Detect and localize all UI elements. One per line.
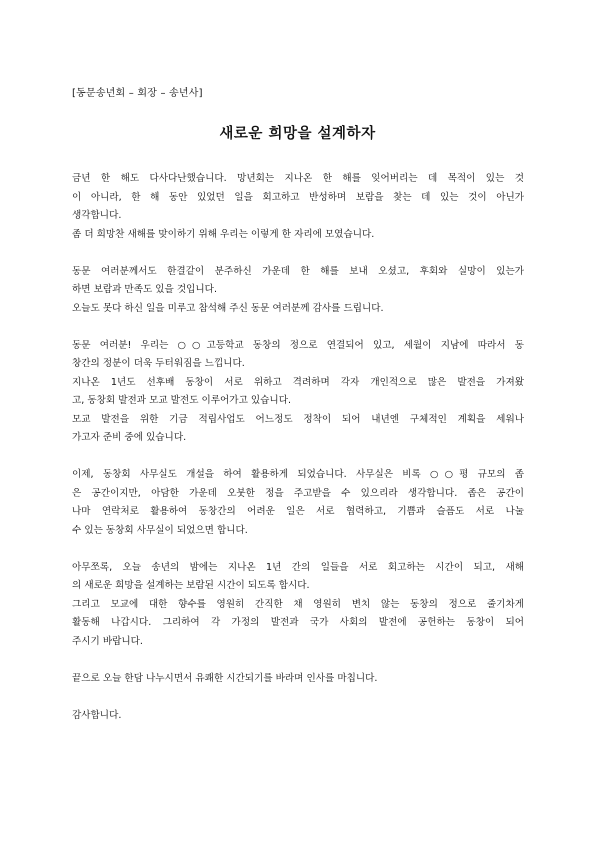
text-line: 아무쪼록, 오늘 송년의 밤에는 지나온 1년 간의 일들을 서로 회고하는 시간이 되고, 새해 <box>72 561 524 573</box>
text-line: 이 아니라, 한 해 동안 있었던 일을 회고하고 반성하며 보람을 찾는 데 있는 것이 아닌가 <box>72 191 524 203</box>
text-line: 끝으로 오늘 한담 나누시면서 유쾌한 시간되기를 바라며 인사를 마칩니다. <box>72 672 378 684</box>
closing-line: 감사합니다. <box>72 709 122 721</box>
text-line: 나마 연락처로 활용하여 동창간의 어려운 일은 서로 협력하고, 기쁨과 슬픔도 서로 나눌 <box>72 506 524 517</box>
text-line: 그리고 모교에 대한 향수를 영원히 간직한 채 영원히 변치 않는 동창의 정으로 줄기차게 <box>72 598 524 610</box>
paragraph-7 <box>72 707 524 726</box>
paragraph-2 <box>72 263 524 319</box>
page-title: 새로운 희망을 설계하자 <box>219 126 376 142</box>
paragraph-1 <box>72 170 524 244</box>
text-line: 은 공간이지만, 아담한 가운데 오붓한 정을 주고받을 수 있으리라 생각합니다. 좁은 공간이 <box>72 487 524 499</box>
text-line: 활동해 나갑시다. 그리하여 각 가정의 발전과 국가 사회의 발전에 공헌하는 동창이 되어 <box>72 617 524 628</box>
text-line: 좀 더 희망찬 새해를 맞이하기 위해 우리는 이렇게 한 자리에 모였습니다. <box>72 228 375 240</box>
text-line: 동문 여러분! 우리는 ○○고등학교 동창의 정으로 연결되어 있고, 세월이 지남에 따라서 동 <box>72 339 524 351</box>
text-line: 주시기 바랍니다. <box>72 635 143 647</box>
text-line: 이제, 동창회 사무실도 개설을 하여 활용하게 되었습니다. 사무실은 비록 ○○평 규모의 좁 <box>72 469 524 480</box>
text-line: 창간의 정분이 더욱 두터워짐을 느낍니다. <box>72 358 245 369</box>
text-line: 금년 한 해도 다사다난했습니다. 망년회는 지나온 한 해를 잊어버리는 데 목적이 있는 것 <box>72 173 524 184</box>
text-line: 모교 발전을 위한 기금 적립사업도 어느정도 정착이 되어 내년엔 구체적인 계획을 세워나 <box>72 413 524 425</box>
paragraph-4 <box>72 466 524 540</box>
text-line: 생각합니다. <box>72 210 122 221</box>
text-line: 가고자 준비 중에 있습니다. <box>72 432 187 443</box>
text-line: 오늘도 못다 하신 일을 미루고 참석해 주신 동문 여러분께 감사를 드립니다. <box>72 302 384 314</box>
text-line: 수 있는 동창회 사무실이 되었으면 합니다. <box>72 524 248 536</box>
paragraph-5 <box>72 559 524 652</box>
document-body <box>72 170 524 744</box>
paragraph-3 <box>72 337 524 448</box>
text-line: 지나온 1년도 선후배 동창이 서로 위하고 격려하며 각자 개인적으로 많은 발전을 가져왔 <box>72 376 524 388</box>
paragraph-6 <box>72 670 524 689</box>
text-line: 고, 동창회 발전과 모교 발전도 이루어가고 있습니다. <box>72 395 292 406</box>
text-line: 동문 여러분께서도 한결같이 분주하신 가운데 한 해를 보내 오셨고, 후회와 실망이 있는가 <box>72 265 524 277</box>
header-label: [동문송년회 – 회장 – 송년사] <box>72 88 203 99</box>
text-line: 하면 보람과 만족도 있을 것입니다. <box>72 284 217 295</box>
text-line: 의 새로운 희망을 설계하는 보람된 시간이 되도록 합시다. <box>72 580 310 591</box>
